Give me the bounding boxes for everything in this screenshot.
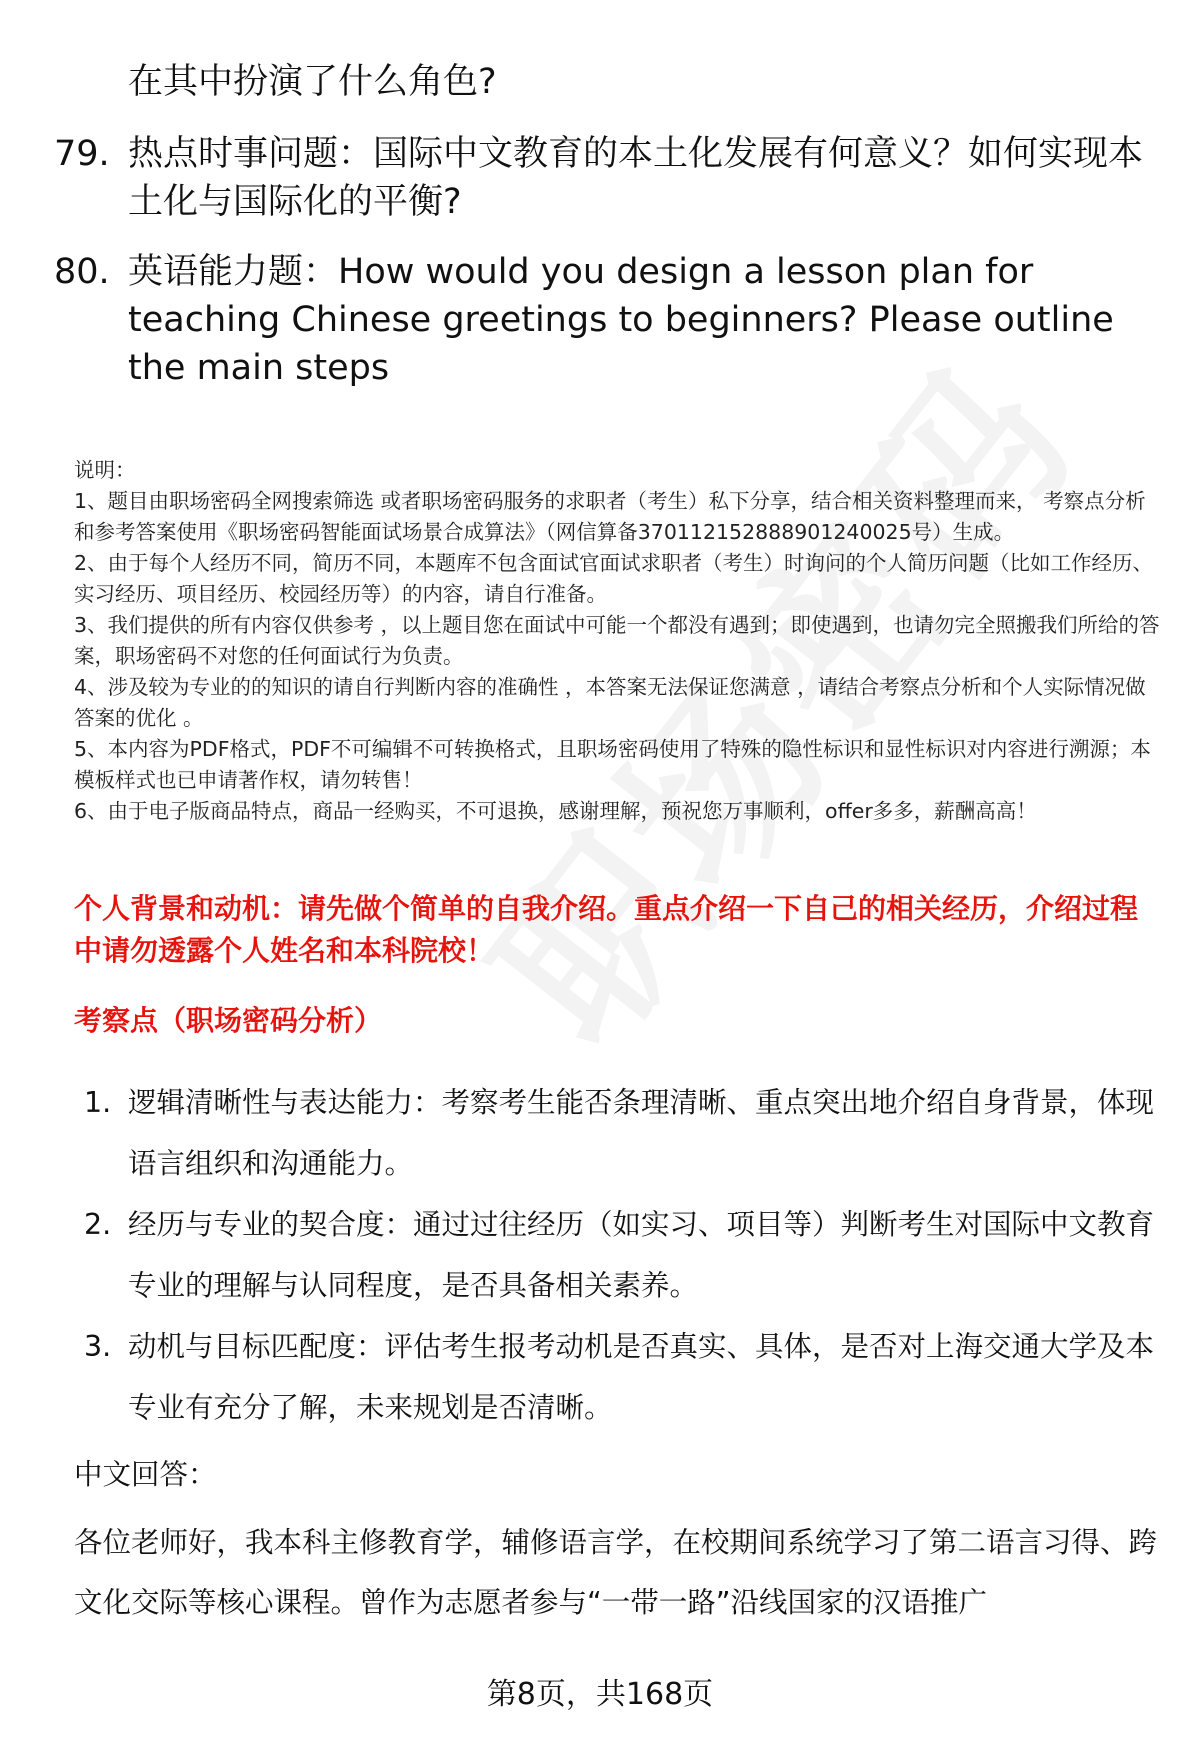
- answer-label: 中文回答：: [74, 1458, 217, 1491]
- analysis-heading: 考察点（职场密码分析）: [74, 1004, 383, 1037]
- note-item: 4、涉及较为专业的的知识的请自行判断内容的准确性 ，本答案无法保证您满意 ，请结合考察点分析和个人实际情况做答案的优化 。: [74, 675, 1146, 730]
- page-footer: 第8页，共168页: [486, 1677, 714, 1712]
- note-item: 6、由于电子版商品特点，商品一经购买，不可退换，感谢理解，预祝您万事顺利，offer多多，薪酬高高！: [74, 799, 1037, 823]
- answer-text: 各位老师好，我本科主修教育学，辅修语言学，在校期间系统学习了第二语言习得、跨文化交际等核心课程。曾作为志愿者参与“一带一路”沿线国家的汉语推广: [74, 1526, 1158, 1619]
- question-item: [54, 130, 1164, 226]
- question-continuation: 在其中扮演了什么角色?: [128, 62, 497, 102]
- question-number: 79.: [54, 134, 110, 174]
- question-number: 80.: [54, 252, 110, 292]
- question-text: 英语能力题：How would you design a lesson plan for teaching Chinese greetings to beginners? Please outline the main steps: [128, 252, 1114, 388]
- point-text: 逻辑清晰性与表达能力：考察考生能否条理清晰、重点突出地介绍自身背景，体现语言组织和沟通能力。: [128, 1086, 1155, 1180]
- note-item: 5、本内容为PDF格式，PDF不可编辑不可转换格式，且职场密码使用了特殊的隐性标识和显性标识对内容进行溯源；本模板样式也已申请著作权，请勿转售！: [74, 737, 1151, 792]
- analysis-point: [84, 1194, 1164, 1316]
- note-item: 1、题目由职场密码全网搜索筛选 或者职场密码服务的求职者（考生）私下分享，结合相关资料整理而来， 考察点分析和参考答案使用《职场密码智能面试场景合成算法》（网信算备370112152888901240025号）生成。: [74, 489, 1146, 544]
- analysis-point: [84, 1072, 1164, 1194]
- point-number: 2.: [84, 1208, 112, 1241]
- analysis-point: [84, 1316, 1164, 1438]
- point-number: 3.: [84, 1330, 112, 1363]
- point-number: 1.: [84, 1086, 112, 1119]
- analysis-points: [84, 1072, 1164, 1438]
- question-item: [54, 248, 1164, 392]
- notes-section: [74, 455, 1164, 827]
- note-item: 3、我们提供的所有内容仅供参考 ，以上题目您在面试中可能一个都没有遇到；即使遇到，也请勿完全照搬我们所给的答案，职场密码不对您的任何面试行为负责。: [74, 613, 1160, 668]
- question-text: 热点时事问题：国际中文教育的本土化发展有何意义？如何实现本土化与国际化的平衡?: [128, 134, 1144, 222]
- point-text: 动机与目标匹配度：评估考生报考动机是否真实、具体，是否对上海交通大学及本专业有充分了解，未来规划是否清晰。: [128, 1330, 1155, 1424]
- main-question: 个人背景和动机：请先做个简单的自我介绍。重点介绍一下自己的相关经历，介绍过程中请勿透露个人姓名和本科院校！: [74, 892, 1139, 967]
- notes-title: 说明：: [74, 458, 136, 482]
- point-text: 经历与专业的契合度：通过过往经历（如实习、项目等）判断考生对国际中文教育专业的理解与认同程度，是否具备相关素养。: [128, 1208, 1155, 1302]
- note-item: 2、由于每个人经历不同，简历不同，本题库不包含面试官面试求职者（考生）时询问的个人简历问题（比如工作经历、实习经历、项目经历、校园经历等）的内容，请自行准备。: [74, 551, 1154, 606]
